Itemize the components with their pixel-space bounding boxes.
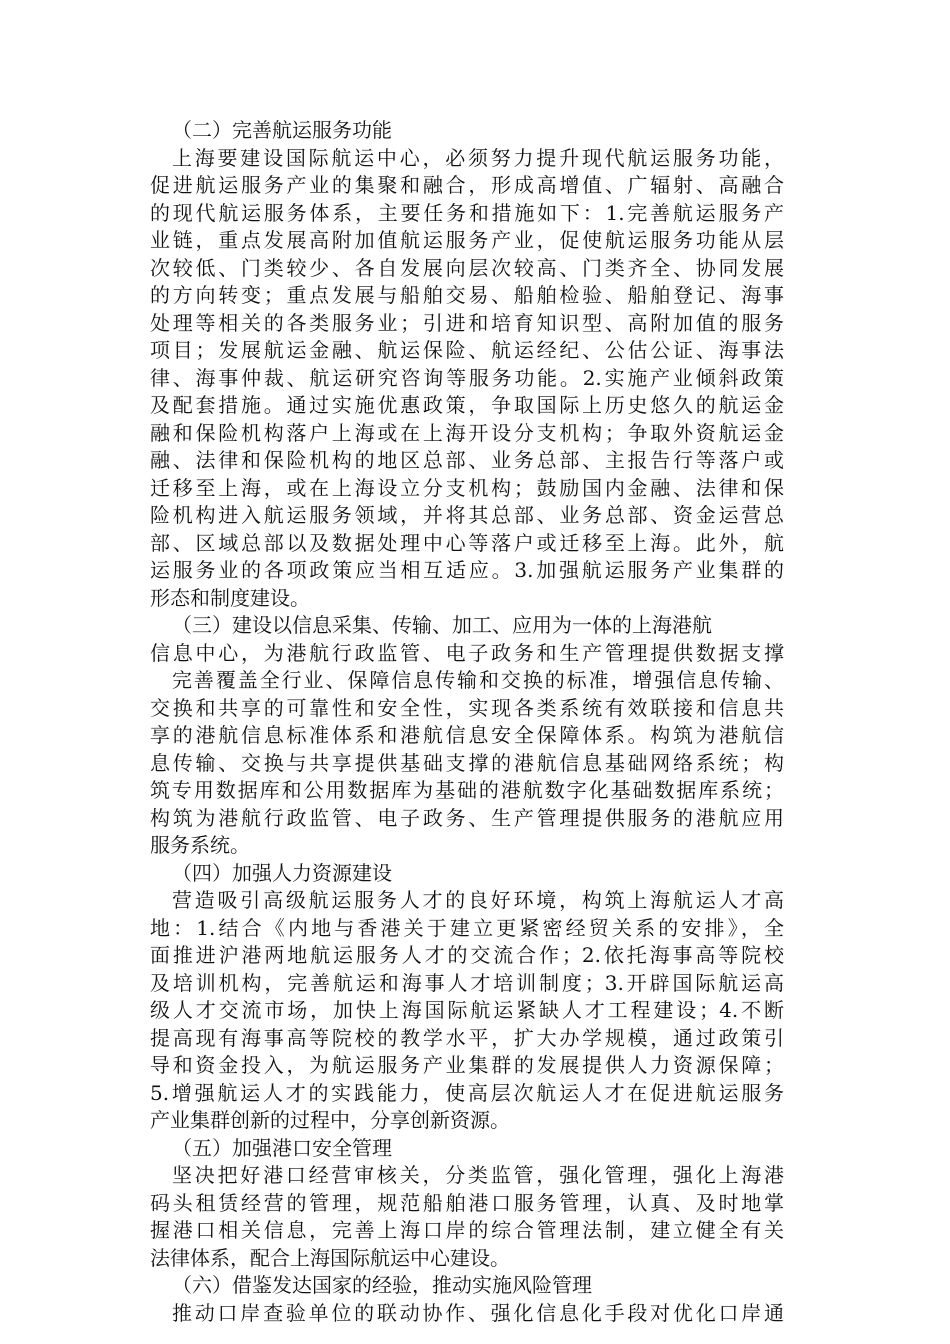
section-heading: （四）加强人力资源建设: [172, 860, 392, 885]
document-body: [150, 117, 784, 1327]
paragraph-line: 部、区域总部以及数据处理中心等落户或迁移至上海。此外，航: [150, 530, 784, 555]
paragraph-line: 迁移至上海，或在上海设立分支机构；鼓励国内金融、法律和保: [150, 475, 784, 500]
paragraph-line: 筑专用数据库和公用数据库为基础的港航数字化基础数据库系统；: [150, 778, 784, 802]
paragraph-line: 的现代航运服务体系，主要任务和措施如下：1.完善航运服务产: [150, 200, 784, 225]
paragraph-line: 次较低、门类较少、各自发展向层次较高、门类齐全、协同发展: [150, 255, 784, 280]
paragraph-line: 提高现有海事高等院校的教学水平，扩大办学规模，通过政策引: [150, 1025, 784, 1050]
paragraph-line: 息传输、交换与共享提供基础支撑的港航信息基础网络系统；构: [150, 750, 784, 775]
paragraph-line: 级人才交流市场，加快上海国际航运紧缺人才工程建设；4.不断: [150, 998, 784, 1022]
paragraph-line: 构筑为港航行政监管、电子政务、生产管理提供服务的港航应用: [150, 805, 784, 830]
paragraph-line: 促进航运服务产业的集聚和融合，形成高增值、广辐射、高融合: [150, 173, 784, 197]
paragraph-line: 融和保险机构落户上海或在上海开设分支机构；争取外资航运金: [150, 420, 784, 445]
paragraph-line: 处理等相关的各类服务业；引进和培育知识型、高附加值的服务: [150, 310, 784, 335]
paragraph-line: 导和资金投入，为航运服务产业集群的发展提供人力资源保障；: [150, 1053, 784, 1077]
paragraph-line: 地：1.结合《内地与香港关于建立更紧密经贸关系的安排》，全: [150, 915, 784, 940]
paragraph-line: 营造吸引高级航运服务人才的良好环境，构筑上海航运人才高: [172, 888, 784, 912]
paragraph-line: 享的港航信息标准体系和港航信息安全保障体系。构筑为港航信: [150, 723, 784, 747]
paragraph-line: 握港口相关信息，完善上海口岸的综合管理法制，建立健全有关: [150, 1218, 784, 1242]
section-heading-text: （二）完善航运服务功能: [172, 118, 392, 142]
paragraph-line: 律、海事仲裁、航运研究咨询等服务功能。2.实施产业倾斜政策: [150, 365, 784, 390]
paragraph-line: 法律体系，配合上海国际航运中心建设。: [150, 1245, 510, 1270]
paragraph-line: 项目；发展航运金融、航运保险、航运经纪、公估公证、海事法: [150, 338, 784, 362]
paragraph-line: 坚决把好港口经营审核关，分类监管，强化管理，强化上海港: [172, 1163, 784, 1187]
paragraph-line: 交换和共享的可靠性和安全性，实现各类系统有效联接和信息共: [150, 695, 784, 720]
paragraph-line: 形态和制度建设。: [150, 585, 310, 610]
section-heading: [172, 117, 784, 145]
paragraph-line: 上海要建设国际航运中心，必须努力提升现代航运服务功能，: [172, 145, 784, 170]
paragraph-line: 面推进沪港两地航运服务人才的交流合作；2.依托海事高等院校: [150, 943, 784, 967]
paragraph-line: 及培训机构，完善航运和海事人才培训制度；3.开辟国际航运高: [150, 970, 784, 995]
paragraph-line: 完善覆盖全行业、保障信息传输和交换的标准，增强信息传输、: [172, 668, 784, 692]
paragraph-line: 融、法律和保险机构的地区总部、业务总部、主报告行等落户或: [150, 448, 784, 472]
paragraph-line: 码头租赁经营的管理，规范船舶港口服务管理，认真、及时地掌: [150, 1190, 784, 1215]
paragraph-line: 5.增强航运人才的实践能力，使高层次航运人才在促进航运服务: [150, 1080, 784, 1105]
section-heading: （五）加强港口安全管理: [172, 1135, 392, 1160]
paragraph-line: 运服务业的各项政策应当相互适应。3.加强航运服务产业集群的: [150, 558, 784, 582]
paragraph-line: 产业集群创新的过程中，分享创新资源。: [150, 1108, 510, 1132]
section-heading: （六）借鉴发达国家的经验，推动实施风险管理: [172, 1273, 592, 1297]
paragraph-line: 服务系统。: [150, 833, 250, 857]
section-heading: （三）建设以信息采集、传输、加工、应用为一体的上海港航: [172, 613, 712, 637]
paragraph-line: 业链，重点发展高附加值航运服务产业，促使航运服务功能从层: [150, 228, 784, 252]
paragraph-line: 及配套措施。通过实施优惠政策，争取国际上历史悠久的航运金: [150, 393, 784, 417]
paragraph-line: 险机构进入航运服务领域，并将其总部、业务总部、资金运营总: [150, 503, 784, 527]
paragraph-line: 的方向转变；重点发展与船舶交易、船舶检验、船舶登记、海事: [150, 283, 784, 307]
paragraph-line: 推动口岸查验单位的联动协作、强化信息化手段对优化口岸通: [172, 1300, 784, 1325]
section-heading-continuation: 信息中心，为港航行政监管、电子政务和生产管理提供数据支撑: [150, 640, 784, 665]
